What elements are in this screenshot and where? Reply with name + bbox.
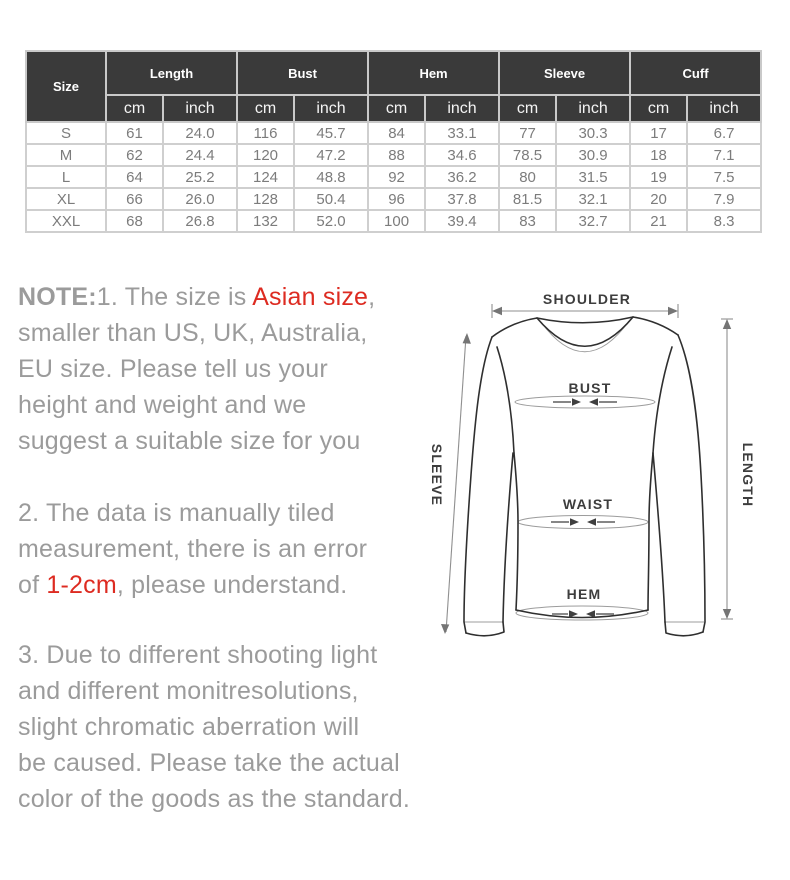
note-line: smaller than US, UK, Australia, bbox=[18, 319, 368, 347]
value-cell: 30.3 bbox=[556, 122, 630, 144]
value-cell: 21 bbox=[630, 210, 687, 232]
value-cell: 32.1 bbox=[556, 188, 630, 210]
col-header-length: Length bbox=[106, 51, 237, 95]
value-cell: 68 bbox=[106, 210, 163, 232]
unit-header: cm bbox=[237, 95, 294, 122]
value-cell: 62 bbox=[106, 144, 163, 166]
arrow-right-icon bbox=[572, 398, 581, 405]
value-cell: 24.0 bbox=[163, 122, 237, 144]
arrow-up-icon bbox=[723, 319, 731, 329]
sleeve-dimension-line bbox=[446, 336, 466, 632]
value-cell: 26.8 bbox=[163, 210, 237, 232]
value-cell: 20 bbox=[630, 188, 687, 210]
arrow-up-icon bbox=[463, 333, 471, 344]
value-cell: 100 bbox=[368, 210, 425, 232]
note-line: suggest a suitable size for you bbox=[18, 427, 361, 455]
waist-ellipse bbox=[518, 516, 648, 529]
value-cell: 6.7 bbox=[687, 122, 761, 144]
col-header-bust: Bust bbox=[237, 51, 368, 95]
arrow-right-icon bbox=[668, 307, 678, 315]
value-cell: 48.8 bbox=[294, 166, 368, 188]
size-cell: XXL bbox=[26, 210, 106, 232]
note-1 bbox=[18, 279, 375, 459]
value-cell: 24.4 bbox=[163, 144, 237, 166]
note-prefix: NOTE: bbox=[18, 283, 97, 311]
table-unit-header-row bbox=[26, 95, 761, 122]
unit-header: inch bbox=[163, 95, 237, 122]
red-highlight-asian-size: Asian size bbox=[252, 283, 369, 311]
note-line: 2. The data is manually tiled bbox=[18, 499, 335, 527]
value-cell: 18 bbox=[630, 144, 687, 166]
value-cell: 47.2 bbox=[294, 144, 368, 166]
value-cell: 92 bbox=[368, 166, 425, 188]
unit-header: inch bbox=[294, 95, 368, 122]
value-cell: 84 bbox=[368, 122, 425, 144]
size-cell: S bbox=[26, 122, 106, 144]
red-highlight-error-range: 1-2cm bbox=[46, 571, 117, 599]
value-cell: 32.7 bbox=[556, 210, 630, 232]
note-line: NOTE:1. The size is Asian size, bbox=[18, 283, 376, 311]
arrow-down-icon bbox=[441, 624, 449, 634]
size-cell: L bbox=[26, 166, 106, 188]
note-line: be caused. Please take the actual bbox=[18, 749, 400, 777]
value-cell: 66 bbox=[106, 188, 163, 210]
value-cell: 83 bbox=[499, 210, 556, 232]
label-shoulder: SHOULDER bbox=[542, 291, 632, 307]
value-cell: 96 bbox=[368, 188, 425, 210]
value-cell: 31.5 bbox=[556, 166, 630, 188]
col-header-cuff: Cuff bbox=[630, 51, 761, 95]
value-cell: 64 bbox=[106, 166, 163, 188]
col-header-sleeve: Sleeve bbox=[499, 51, 630, 95]
label-length: LENGTH bbox=[740, 442, 756, 508]
unit-header: cm bbox=[630, 95, 687, 122]
table-row bbox=[26, 166, 761, 188]
value-cell: 78.5 bbox=[499, 144, 556, 166]
neck-rib-line bbox=[541, 321, 629, 352]
value-cell: 25.2 bbox=[163, 166, 237, 188]
bust-ellipse bbox=[515, 396, 655, 408]
col-header-hem: Hem bbox=[368, 51, 499, 95]
value-cell: 30.9 bbox=[556, 144, 630, 166]
value-cell: 45.7 bbox=[294, 122, 368, 144]
size-cell: M bbox=[26, 144, 106, 166]
note-line: color of the goods as the standard. bbox=[18, 785, 410, 813]
value-cell: 120 bbox=[237, 144, 294, 166]
unit-header: cm bbox=[499, 95, 556, 122]
dimension-arrow-icons bbox=[441, 307, 731, 634]
value-cell: 80 bbox=[499, 166, 556, 188]
value-cell: 61 bbox=[106, 122, 163, 144]
value-cell: 7.9 bbox=[687, 188, 761, 210]
arrow-down-icon bbox=[723, 609, 731, 619]
value-cell: 33.1 bbox=[425, 122, 499, 144]
unit-header: inch bbox=[425, 95, 499, 122]
table-row bbox=[26, 210, 761, 232]
col-header-size: Size bbox=[26, 51, 106, 122]
dimension-lines bbox=[446, 304, 733, 632]
value-cell: 19 bbox=[630, 166, 687, 188]
size-cell: XL bbox=[26, 188, 106, 210]
label-hem: HEM bbox=[566, 586, 602, 602]
note-line: and different monitresolutions, bbox=[18, 677, 359, 705]
unit-header: cm bbox=[106, 95, 163, 122]
unit-header: cm bbox=[368, 95, 425, 122]
value-cell: 88 bbox=[368, 144, 425, 166]
note-line: measurement, there is an error bbox=[18, 535, 368, 563]
value-cell: 39.4 bbox=[425, 210, 499, 232]
arrow-left-icon bbox=[589, 398, 598, 405]
note-line: of 1-2cm, please understand. bbox=[18, 571, 348, 599]
table-row bbox=[26, 144, 761, 166]
value-cell: 26.0 bbox=[163, 188, 237, 210]
note-line: EU size. Please tell us your bbox=[18, 355, 328, 383]
value-cell: 128 bbox=[237, 188, 294, 210]
value-cell: 7.1 bbox=[687, 144, 761, 166]
value-cell: 50.4 bbox=[294, 188, 368, 210]
note-3 bbox=[18, 637, 410, 817]
value-cell: 132 bbox=[237, 210, 294, 232]
value-cell: 36.2 bbox=[425, 166, 499, 188]
note-line: height and weight and we bbox=[18, 391, 307, 419]
arrow-left-icon bbox=[492, 307, 502, 315]
table-row bbox=[26, 122, 761, 144]
label-sleeve: SLEEVE bbox=[429, 443, 445, 507]
table-row bbox=[26, 188, 761, 210]
unit-header: inch bbox=[687, 95, 761, 122]
note-line: slight chromatic aberration will bbox=[18, 713, 360, 741]
value-cell: 116 bbox=[237, 122, 294, 144]
label-waist: WAIST bbox=[562, 496, 614, 512]
value-cell: 34.6 bbox=[425, 144, 499, 166]
value-cell: 77 bbox=[499, 122, 556, 144]
value-cell: 7.5 bbox=[687, 166, 761, 188]
unit-header: inch bbox=[556, 95, 630, 122]
note-2 bbox=[18, 495, 367, 603]
value-cell: 17 bbox=[630, 122, 687, 144]
shirt-measurement-diagram bbox=[400, 270, 790, 660]
table-group-header-row bbox=[26, 51, 761, 95]
value-cell: 8.3 bbox=[687, 210, 761, 232]
note-line: 3. Due to different shooting light bbox=[18, 641, 378, 669]
value-cell: 52.0 bbox=[294, 210, 368, 232]
value-cell: 81.5 bbox=[499, 188, 556, 210]
arrow-right-icon bbox=[570, 518, 579, 525]
shirt-detail-lines bbox=[464, 321, 704, 622]
value-cell: 124 bbox=[237, 166, 294, 188]
label-bust: BUST bbox=[568, 380, 612, 396]
size-table bbox=[25, 50, 762, 233]
value-cell: 37.8 bbox=[425, 188, 499, 210]
arrow-left-icon bbox=[587, 518, 596, 525]
